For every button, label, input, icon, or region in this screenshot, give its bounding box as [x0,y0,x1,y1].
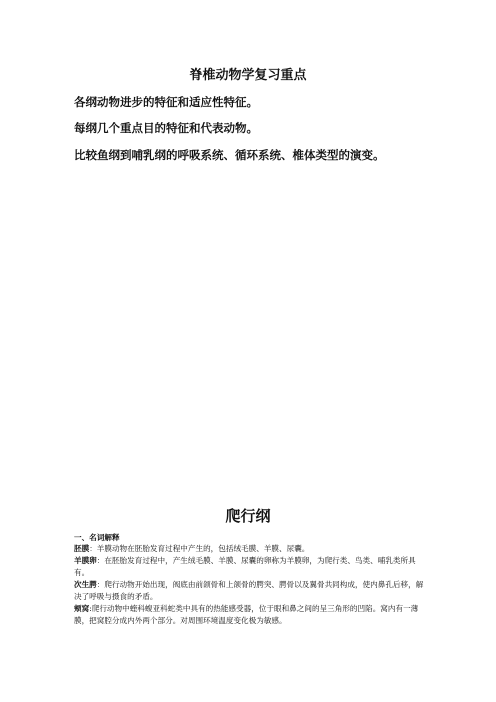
definition-item [74,555,426,579]
definition-text: 在胚胎发育过程中，产生绒毛膜、羊膜、尿囊的卵称为羊膜卵，为爬行类、鸟类、哺乳类所具有。 [74,556,416,577]
definition-item [74,603,426,627]
key-point-3: 比较鱼纲到哺乳纲的呼吸系统、循环系统、椎体类型的演变。 [74,148,385,162]
definition-item [74,543,426,555]
section-subheading: 一、名词解释 [74,533,120,542]
definition-list [74,543,426,627]
definition-separator: ： [96,556,105,565]
definition-term: 胚膜 [74,544,90,553]
definition-term: 颊窝 [74,604,90,613]
definition-separator: ： [96,580,105,589]
key-point-2: 每纲几个重点目的特征和代表动物。 [74,121,258,135]
section-title: 爬行纲 [225,507,271,525]
definition-separator: : [89,604,92,613]
definition-item [74,579,426,603]
definition-text: 爬行动物开始出现，阀底由前颌骨和上颌骨的腭突、腭骨以及翼骨共同构成，使内鼻孔后移，解决了呼吸与摄食的矛盾。 [74,580,424,601]
document-title: 脊椎动物学复习重点 [189,68,307,83]
definition-term: 次生腭 [74,580,97,589]
definition-separator: ： [89,544,97,553]
key-point-1: 各纲动物进步的特征和适应性特征。 [74,95,258,109]
definition-text: 羊膜动物在胚胎发育过程中产生的，包括绒毛膜、羊膜、尿囊。 [96,544,310,553]
definition-term: 羊膜卵 [74,556,97,565]
definition-text: 爬行动物中蝰科蝮亚科蛇类中具有的热能感受器，位于眼和鼻之间的呈三角形的凹陷。窝内有一薄膜，把窝腔分成内外两个部分。对周围环境温度变化极为敏感。 [74,604,419,625]
